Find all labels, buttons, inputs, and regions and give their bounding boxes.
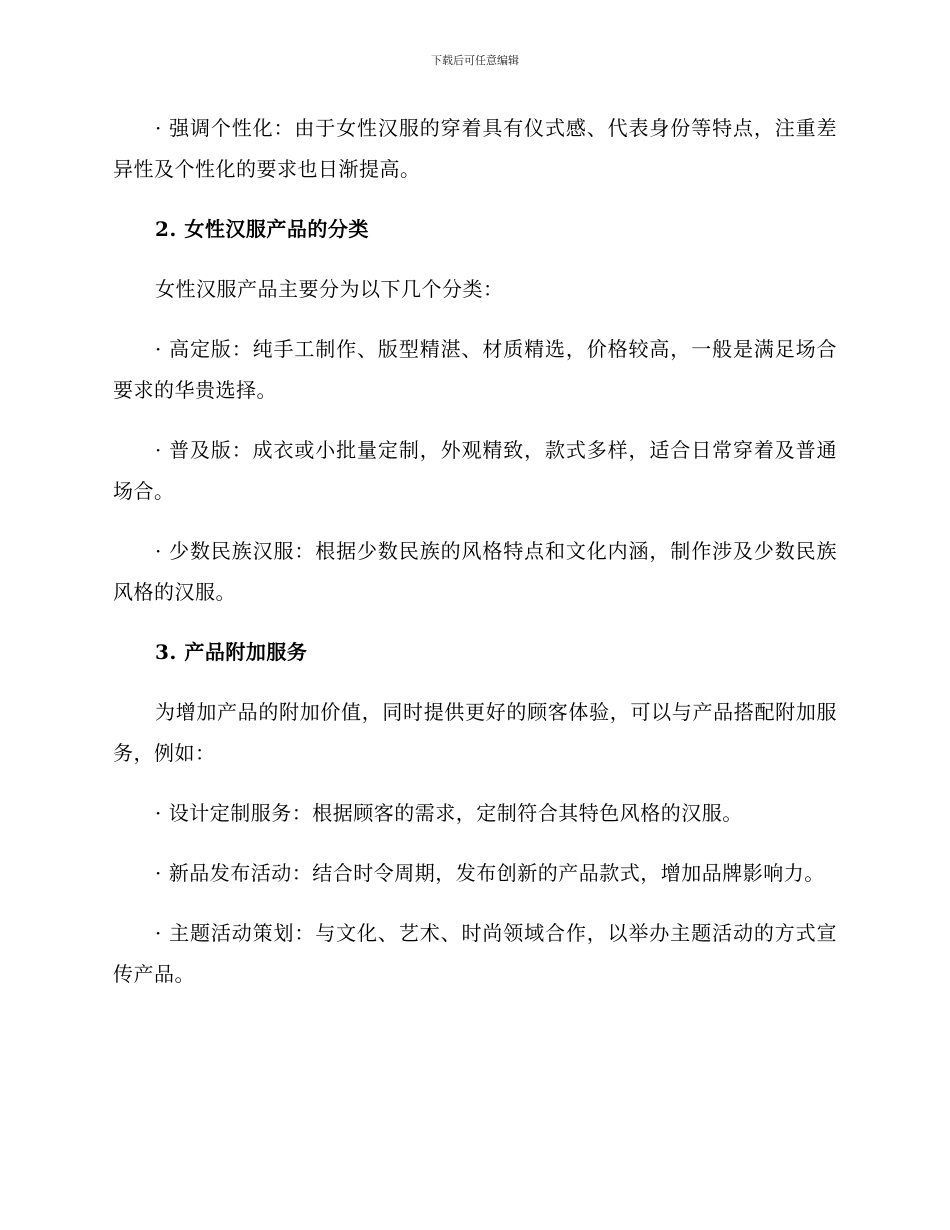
document-body <box>113 108 837 1014</box>
paragraph-haute-couture: · 高定版：纯手工制作、版型精湛、材质精选，价格较高，一般是满足场合要求的华贵选择。 <box>113 337 837 402</box>
page-header: 下载后可任意编辑 <box>431 54 519 67</box>
paragraph-new-release: · 新品发布活动：结合时令周期，发布创新的产品款式，增加品牌影响力。 <box>155 861 825 885</box>
paragraph-classification-intro: 女性汉服产品主要分为以下几个分类： <box>155 277 504 301</box>
section-heading-classification: 2. 女性汉服产品的分类 <box>155 217 369 241</box>
paragraph-ethnic-hanfu: · 少数民族汉服：根据少数民族的风格特点和文化内涵，制作涉及少数民族风格的汉服。 <box>113 539 837 604</box>
paragraph-custom-design: · 设计定制服务：根据顾客的需求，定制符合其特色风格的汉服。 <box>155 801 743 825</box>
section-heading-services: 3. 产品附加服务 <box>155 640 308 664</box>
paragraph-popular-edition: · 普及版：成衣或小批量定制，外观精致，款式多样，适合日常穿着及普通场合。 <box>113 438 837 503</box>
paragraph-personalization: · 强调个性化：由于女性汉服的穿着具有仪式感、代表身份等特点，注重差异性及个性化的要求也日渐提高。 <box>113 116 837 181</box>
paragraph-theme-events: · 主题活动策划：与文化、艺术、时尚领域合作，以举办主题活动的方式宣传产品。 <box>113 921 837 986</box>
paragraph-services-intro: 为增加产品的附加价值，同时提供更好的顾客体验，可以与产品搭配附加服务，例如： <box>113 700 837 765</box>
